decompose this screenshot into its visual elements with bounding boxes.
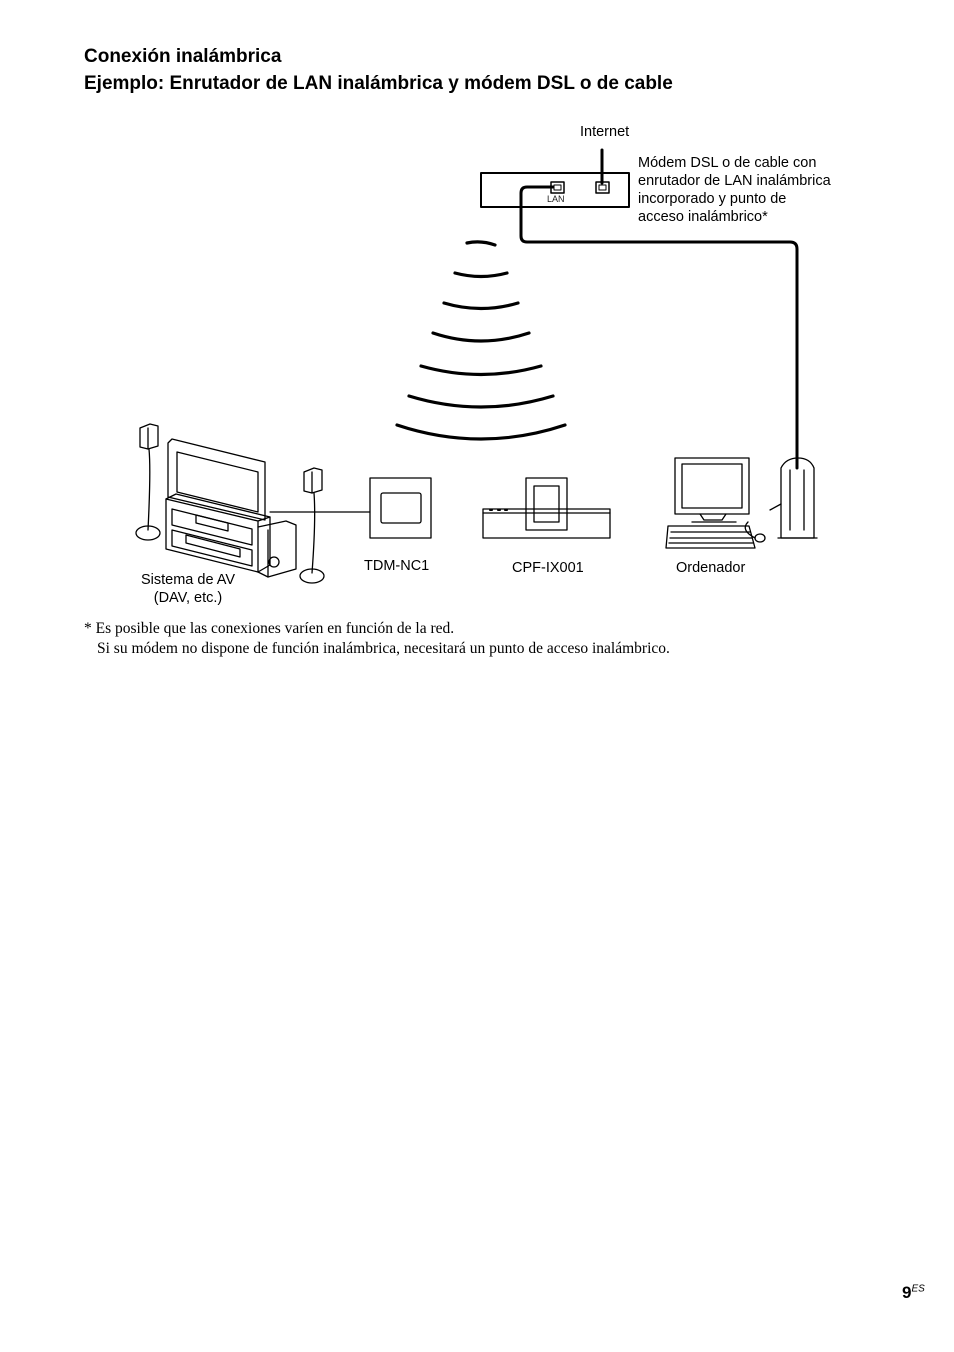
footnote-line: * Es posible que las conexiones varíen en función de la red. <box>84 620 455 637</box>
computer-label: Ordenador <box>676 560 746 576</box>
modem-label-line: incorporado y punto de <box>638 191 787 207</box>
footnote-line: Si su módem no dispone de función inalámbrica, necesitará un punto de acceso inalámbrico. <box>97 640 670 657</box>
page-number-value: 9 <box>902 1283 912 1302</box>
av-system-label-line: Sistema de AV <box>140 572 236 588</box>
footnote <box>84 619 904 659</box>
modem-label-line: acceso inalámbrico* <box>638 209 768 225</box>
lan-port-label: LAN <box>547 194 565 204</box>
av-system-icon <box>136 424 324 583</box>
internet-label: Internet <box>580 124 630 140</box>
cpf-ix001-label: CPF-IX001 <box>512 560 584 576</box>
section-subtitle: Ejemplo: Enrutador de LAN inalámbrica y módem DSL o de cable <box>84 73 673 94</box>
computer-icon <box>666 458 817 548</box>
modem-label-line: Módem DSL o de cable con <box>638 155 817 171</box>
tdm-nc1-icon <box>370 478 431 538</box>
av-system-label <box>118 571 258 607</box>
tdm-nc1-label: TDM-NC1 <box>364 558 430 574</box>
cpf-ix001-icon <box>483 478 610 538</box>
modem-label-line: enrutador de LAN inalámbrica <box>638 173 831 189</box>
page-number-suffix: ES <box>911 1283 925 1295</box>
page-number <box>902 1283 925 1303</box>
av-system-label-line: (DAV, etc.) <box>153 590 223 606</box>
section-title: Conexión inalámbrica <box>84 46 282 67</box>
wireless-signal-icon <box>397 242 565 439</box>
